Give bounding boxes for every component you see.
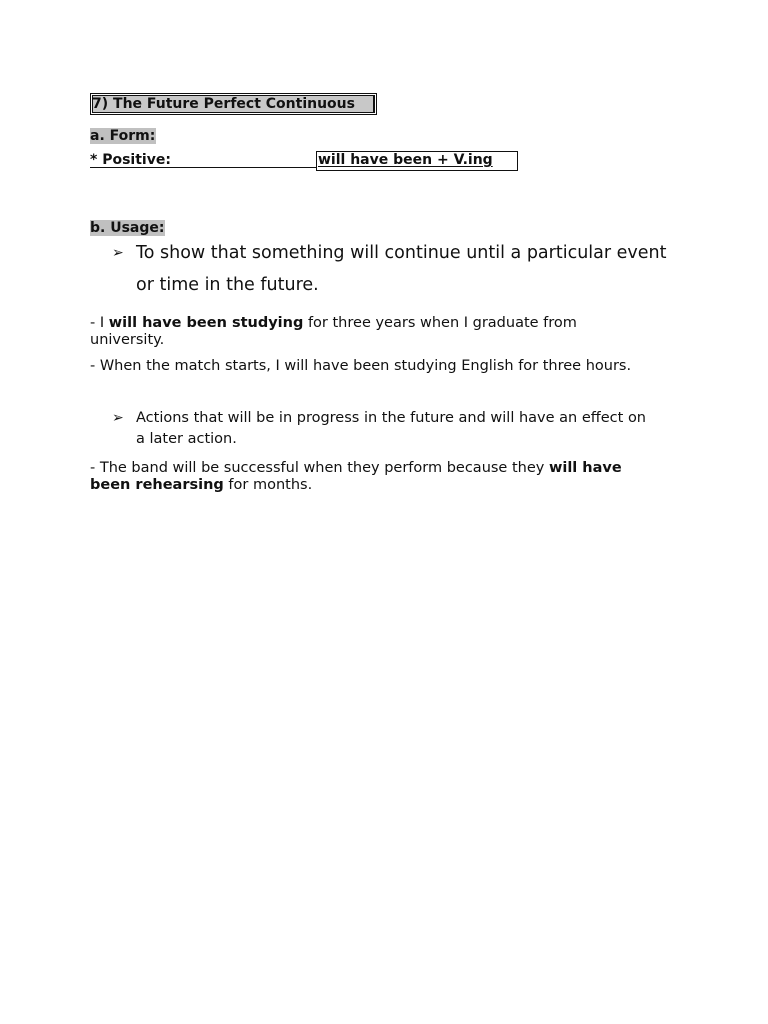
usage-point-2-line-2: a later action.	[136, 431, 237, 447]
usage-heading-wrap	[90, 217, 165, 237]
example-3-bold-2: been rehearsing	[90, 477, 224, 493]
example-1-bold: will have been studying	[108, 315, 304, 331]
arrow-bullet-icon: ➢	[112, 245, 124, 261]
usage-point-1-line-2: or time in the future.	[136, 275, 319, 295]
usage-point-2-line-1: Actions that will be in progress in the future and will have an effect on	[136, 410, 646, 426]
page-title: 7) The Future Perfect Continuous	[92, 96, 355, 112]
arrow-bullet-icon: ➢	[112, 410, 124, 426]
formula-text: will have been + V.ing	[318, 152, 493, 168]
example-1-suffix: for three years when I graduate from	[303, 315, 577, 331]
example-2: - When the match starts, I will have been studying English for three hours.	[90, 358, 632, 374]
example-1-prefix: - I	[90, 315, 109, 331]
form-heading: a. Form:	[90, 128, 156, 144]
example-1-line-2: university.	[90, 332, 165, 348]
example-3-bold-1: will have	[548, 460, 622, 476]
positive-label: * Positive:	[90, 152, 171, 168]
example-3-suffix: for months.	[223, 477, 313, 493]
example-3-line-2	[90, 477, 312, 494]
usage-heading: b. Usage:	[90, 220, 165, 236]
positive-underline	[90, 167, 317, 168]
form-heading-wrap	[90, 125, 156, 145]
example-1-line-1	[90, 315, 577, 332]
usage-point-1-line-1: To show that something will continue until a particular event	[136, 243, 667, 263]
example-3-prefix: - The band will be successful when they perform because they	[90, 460, 549, 476]
example-3-line-1	[90, 460, 622, 477]
